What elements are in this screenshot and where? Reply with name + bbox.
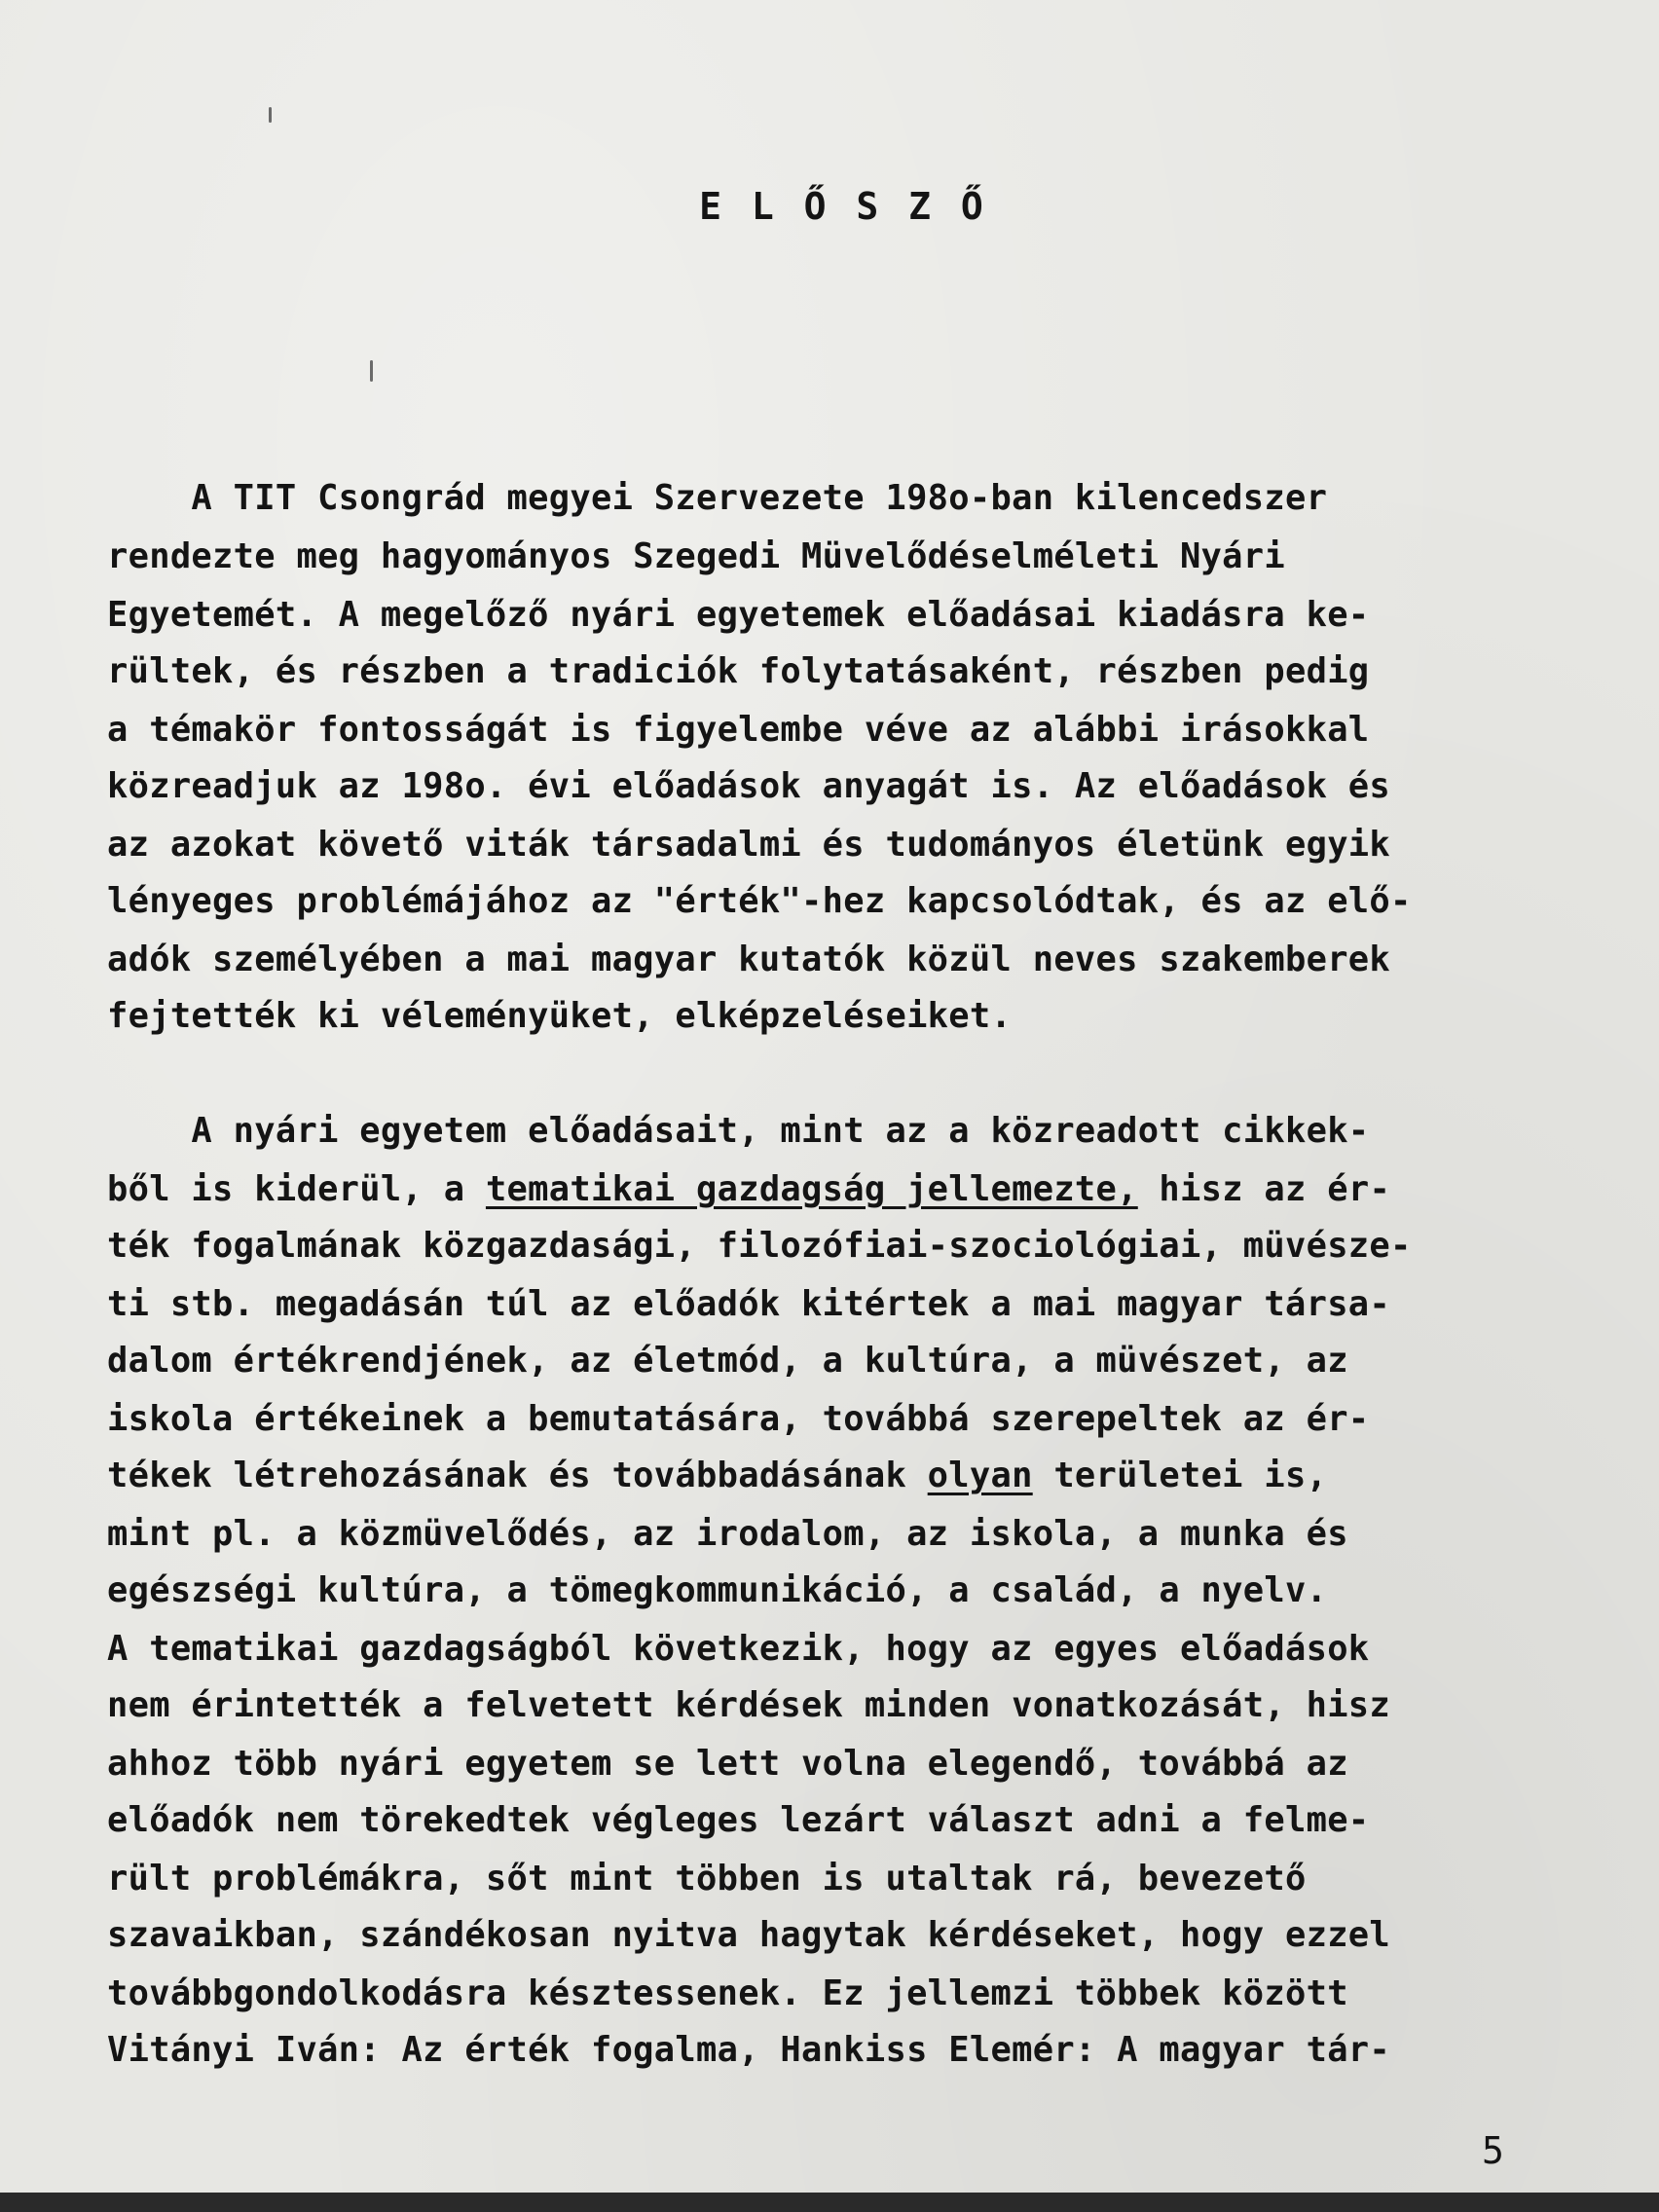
scan-bottom-edge [0, 2193, 1659, 2212]
text-line: rültek, és részben a tradiciók folytatásaként, részben pedig [107, 651, 1370, 691]
text-line: az azokat követő viták társadalmi és tudományos életünk egyik [107, 825, 1391, 865]
text-line: A tematikai gazdagságból következik, hogy az egyes előadások [107, 1629, 1370, 1669]
text-line: rendezte meg hagyományos Szegedi Müvelődéselméleti Nyári [107, 536, 1285, 576]
text-line: ti stb. megadásán túl az előadók kitértek a mai magyar társa- [107, 1284, 1391, 1324]
text-line: a témakör fontosságát is figyelembe véve az alábbi irásokkal [107, 710, 1370, 750]
text-line: A TIT Csongrád megyei Szervezete 198o-ban kilencedszer [107, 478, 1328, 518]
text-segment: hisz az ér- [1137, 1169, 1391, 1209]
text-line: szavaikban, szándékosan nyitva hagytak kérdéseket, hogy ezzel [107, 1915, 1391, 1955]
text-segment: ből is kiderül, a [107, 1169, 486, 1209]
text-line: adók személyében a mai magyar kutatók közül neves szakemberek [107, 940, 1391, 979]
underlined-phrase: tematikai gazdagság jellemezte, [485, 1169, 1138, 1209]
text-line: A nyári egyetem előadásait, mint az a közreadott cikkek- [107, 1111, 1370, 1151]
text-line: nem érintették a felvetett kérdések minden vonatkozását, hisz [107, 1685, 1391, 1725]
text-line: Egyetemét. A megelőző nyári egyetemek előadásai kiadásra ke- [107, 595, 1370, 635]
text-line: továbbgondolkodásra késztessenek. Ez jellemzi többek között [107, 1973, 1348, 2013]
text-line: rült problémákra, sőt mint többen is utaltak rá, bevezető [107, 1859, 1307, 1899]
text-line: lényeges problémájához az "érték"-hez kapcsolódtak, és az elő- [107, 881, 1412, 921]
text-line: mint pl. a közmüvelődés, az irodalom, az iskola, a munka és [107, 1514, 1348, 1554]
text-line: egészségi kultúra, a tömegkommunikáció, a család, a nyelv. [107, 1570, 1328, 1610]
text-line: ahhoz több nyári egyetem se lett volna elegendő, továbbá az [107, 1744, 1348, 1784]
text-line: előadók nem törekedtek végleges lezárt választ adni a felme- [107, 1800, 1370, 1840]
text-line [107, 1458, 1327, 1493]
text-segment: tékek létrehozásának és továbbadásának [107, 1456, 928, 1495]
scan-mark [269, 107, 272, 123]
text-line: közreadjuk az 198o. évi előadások anyagát is. Az előadások és [107, 766, 1391, 806]
text-line: iskola értékeinek a bemutatására, továbbá szerepeltek az ér- [107, 1399, 1370, 1439]
text-segment: területei is, [1032, 1456, 1328, 1495]
page-number: 5 [1482, 2129, 1504, 2172]
text-line: dalom értékrendjének, az életmód, a kultúra, a müvészet, az [107, 1341, 1348, 1381]
text-line: ték fogalmának közgazdasági, filozófiai-szociológiai, müvésze- [107, 1226, 1412, 1266]
text-line: fejtették ki véleményüket, elképzeléseiket. [107, 996, 1013, 1036]
scan-mark [370, 360, 373, 382]
text-line [107, 1169, 1391, 1209]
text-line: Vitányi Iván: Az érték fogalma, Hankiss Elemér: A magyar tár- [107, 2030, 1391, 2070]
underlined-word: olyan [927, 1456, 1033, 1495]
page-title: E L Ő S Z Ő [699, 185, 987, 228]
